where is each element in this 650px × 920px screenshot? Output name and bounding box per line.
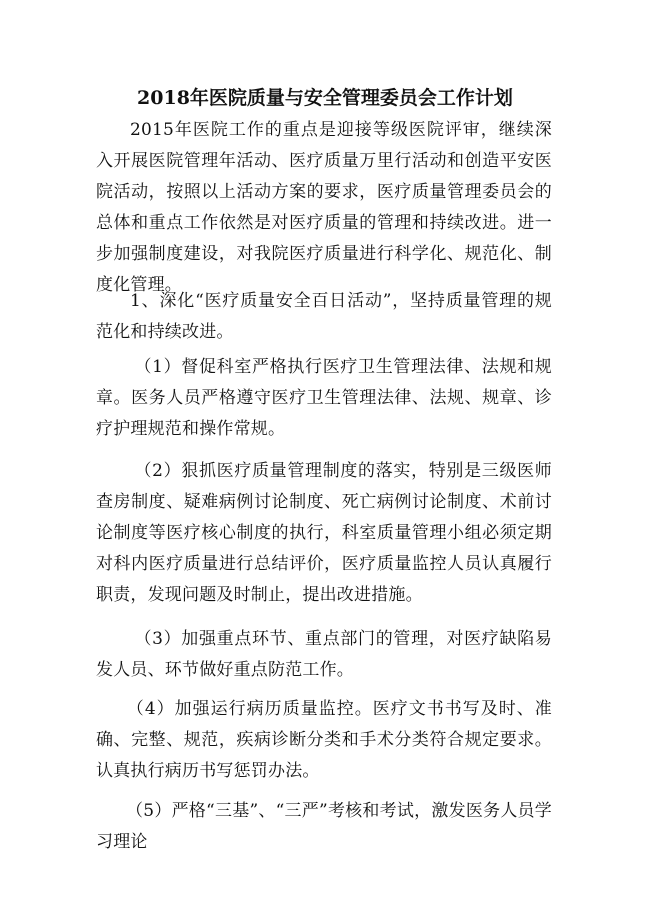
- paragraph-item-3: [96, 624, 552, 686]
- paragraph-item-5: [96, 796, 552, 858]
- paragraph-text: （5）严格“三基”、“三严”考核和考试，激发医务人员学习理论: [96, 801, 552, 852]
- paragraph-item-4: [96, 694, 552, 787]
- paragraph-intro: [96, 115, 552, 301]
- paragraph-text: （1）督促科室严格执行医疗卫生管理法律、法规和规章。医务人员严格遵守医疗卫生管理法律、法规、规章、诊疗护理规范和操作常规。: [96, 357, 552, 439]
- paragraph-text: 1、深化“医疗质量安全百日活动”，坚持质量管理的规范化和持续改进。: [96, 291, 552, 342]
- paragraph-item-2: [96, 456, 552, 611]
- paragraph-section-1: [96, 286, 552, 348]
- document-title: 2018年医院质量与安全管理委员会工作计划: [137, 87, 513, 109]
- paragraph-text: （4）加强运行病历质量监控。医疗文书书写及时、准确、完整、规范，疾病诊断分类和手术分类符合规定要求。认真执行病历书写惩罚办法。: [96, 699, 552, 781]
- paragraph-text: 2015年医院工作的重点是迎接等级医院评审，继续深入开展医院管理年活动、医疗质量万里行活动和创造平安医院活动，按照以上活动方案的要求，医疗质量管理委员会的总体和重点工作依然是对医疗质量的管理和持续改进。进一步加强制度建设，对我院医疗质量进行科学化、规范化、制度化管理。: [96, 120, 552, 295]
- paragraph-item-1: [96, 352, 552, 445]
- paragraph-text: （2）狠抓医疗质量管理制度的落实，特别是三级医师查房制度、疑难病例讨论制度、死亡病例讨论制度、术前讨论制度等医疗核心制度的执行，科室质量管理小组必须定期对科内医疗质量进行总结评价，医疗质量监控人员认真履行职责，发现问题及时制止，提出改进措施。: [96, 461, 552, 605]
- paragraph-text: （3）加强重点环节、重点部门的管理，对医疗缺陷易发人员、环节做好重点防范工作。: [96, 629, 552, 680]
